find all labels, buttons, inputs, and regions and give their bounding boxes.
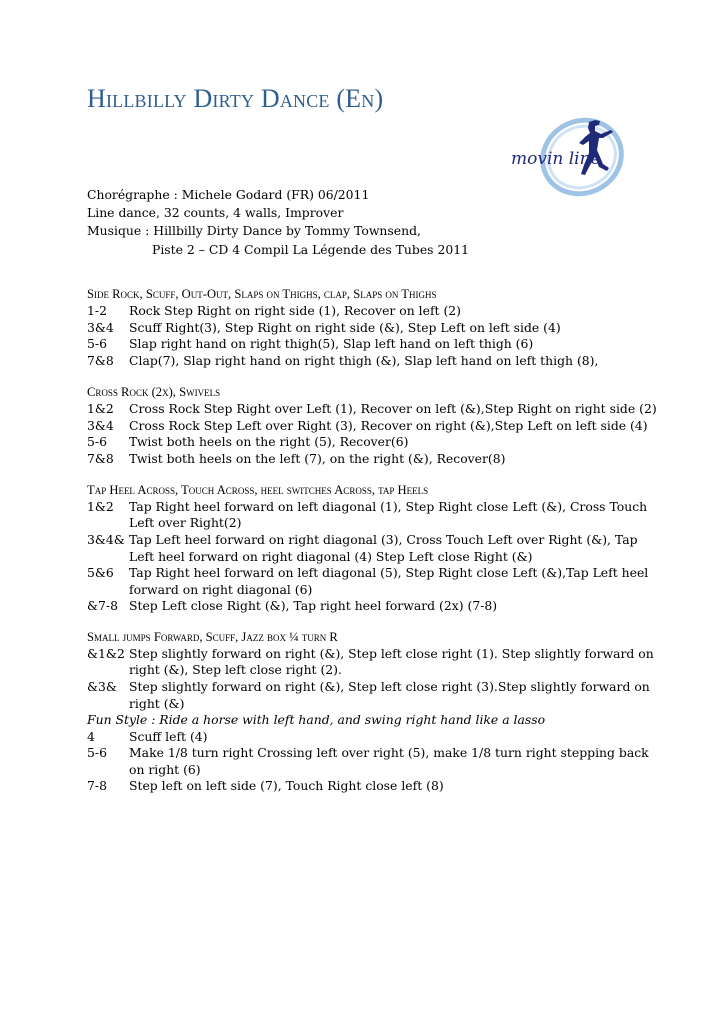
step-count: 5-6 xyxy=(87,745,107,761)
step-text: Make 1/8 turn right Crossing left over right (5), make 1/8 turn right stepping back on right (6) xyxy=(129,745,649,777)
step-count: 1&2 xyxy=(87,499,114,514)
step-text: Twist both heels on the right (5), Recover(6) xyxy=(129,434,409,450)
step-row xyxy=(87,598,662,614)
step-row xyxy=(87,418,662,434)
title-main: Hillbilly Dirty Dance xyxy=(87,84,330,113)
step-count: &7-8 xyxy=(87,598,118,614)
step-row xyxy=(87,499,662,532)
step-row xyxy=(87,745,662,778)
step-text: Tap Right heel forward on left diagonal (5), Step Right close Left (&),Tap Left heel forward on right diagonal (6) xyxy=(129,565,649,597)
step-text: Clap(7), Slap right hand on right thigh (&), Slap left hand on left thigh (8), xyxy=(129,353,599,369)
step-count: 5-6 xyxy=(87,434,107,450)
step-row xyxy=(87,434,662,450)
step-text: Rock Step Right on right side (1), Recover on left (2) xyxy=(129,303,462,318)
step-count: 3&4 xyxy=(87,417,114,433)
step-row xyxy=(87,778,662,794)
section-1 xyxy=(87,286,662,370)
step-count: 5&6 xyxy=(87,565,114,581)
step-row xyxy=(87,679,662,712)
step-text: Scuff left (4) xyxy=(129,728,208,744)
step-row xyxy=(87,353,662,369)
step-text: Step Left close Right (&), Tap right heel forward (2x) (7-8) xyxy=(129,598,498,614)
step-text: Twist both heels on the left (7), on the right (&), Recover(8) xyxy=(129,451,506,467)
fun-style-note: Fun Style : Ride a horse with left hand, and swing right hand like a lasso xyxy=(87,712,546,728)
step-row xyxy=(87,646,662,679)
step-count: &3& xyxy=(87,679,117,695)
section-4 xyxy=(87,629,662,795)
step-text: Step slightly forward on right (&), Step left close right (1). Step slightly forward on right (&), Step left close right (2). xyxy=(129,646,654,678)
step-count: 7&8 xyxy=(87,353,114,369)
step-text: Step left on left side (7), Touch Right close left (8) xyxy=(129,778,444,794)
step-count: 1-2 xyxy=(87,303,107,318)
step-row xyxy=(87,532,662,565)
step-count: 1&2 xyxy=(87,401,114,416)
step-text: Scuff Right(3), Step Right on right side (&), Step Left on left side (4) xyxy=(129,319,561,335)
description: Line dance, 32 counts, 4 walls, Improver xyxy=(87,205,344,221)
step-text: Cross Rock Step Right over Left (1), Recover on left (&),Step Right on right side (2) xyxy=(129,401,657,416)
step-count: 3&4 xyxy=(87,319,114,335)
step-row xyxy=(87,320,662,336)
music: Musique : Hillbilly Dirty Dance by Tommy Townsend, xyxy=(87,223,421,239)
step-count: 7&8 xyxy=(87,451,114,467)
section-title: Side Rock, Scuff, Out-Out, Slaps on Thighs, clap, Slaps on Thighs xyxy=(87,287,437,301)
step-text: Slap right hand on right thigh(5), Slap left hand on left thigh (6) xyxy=(129,336,534,352)
step-count: 5-6 xyxy=(87,336,107,352)
step-text: Cross Rock Step Left over Right (3), Recover on right (&),Step Left on left side (4) xyxy=(129,417,648,433)
section-title: Tap Heel Across, Touch Across, heel switches Across, tap Heels xyxy=(87,483,429,497)
step-count: 4 xyxy=(87,728,95,744)
step-count: 3&4& xyxy=(87,532,125,548)
step-row xyxy=(87,401,662,417)
title-suffix: (En) xyxy=(336,84,384,113)
dance-info xyxy=(87,186,469,259)
step-text: Tap Left heel forward on right diagonal (3), Cross Touch Left over Right (&), Tap Left heel forward on right diagonal (4) Step Left close Right (&) xyxy=(129,532,638,564)
logo-text: movin line xyxy=(511,149,601,169)
page-title xyxy=(87,84,383,114)
step-row xyxy=(87,303,662,319)
section-title: Small jumps Forward, Scuff, Jazz box ¼ turn R xyxy=(87,630,338,644)
step-count: &1&2 xyxy=(87,646,125,661)
step-row xyxy=(87,565,662,598)
section-title: Cross Rock (2x), Swivels xyxy=(87,385,221,399)
step-row xyxy=(87,336,662,352)
step-text: Step slightly forward on right (&), Step left close right (3).Step slightly forward on right (&) xyxy=(129,679,650,711)
section-3 xyxy=(87,482,662,615)
section-2 xyxy=(87,384,662,468)
step-row xyxy=(87,451,662,467)
movin-line-logo xyxy=(507,112,637,207)
step-text: Tap Right heel forward on left diagonal (1), Step Right close Left (&), Cross Touch Left over Right(2) xyxy=(129,499,648,531)
choreographer: Chorégraphe : Michele Godard (FR) 06/2011 xyxy=(87,187,370,202)
music-detail: Piste 2 – CD 4 Compil La Légende des Tubes 2011 xyxy=(152,241,469,257)
step-row xyxy=(87,729,662,745)
step-count: 7-8 xyxy=(87,778,107,794)
